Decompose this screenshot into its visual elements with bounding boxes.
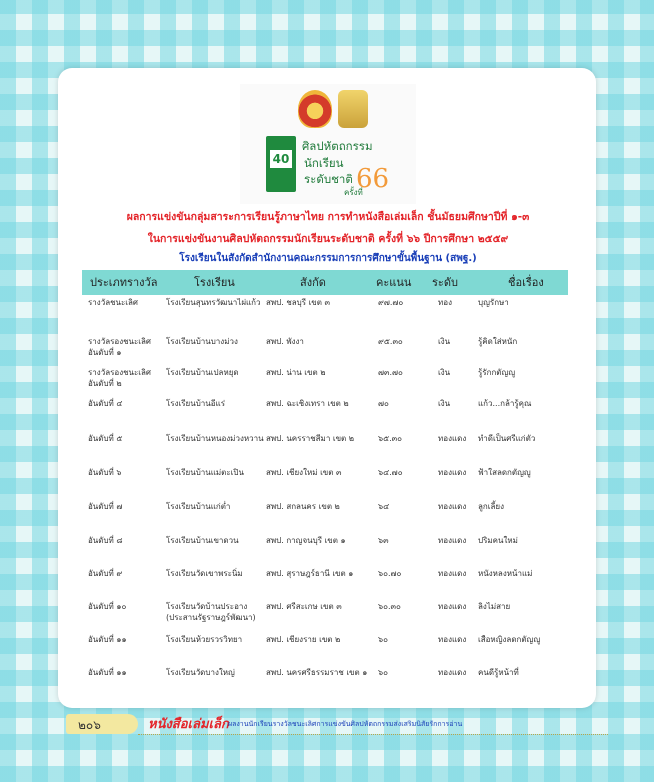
cell-award: [88, 667, 127, 678]
cell-award-text: อันดับที่ ๕: [88, 434, 123, 443]
cell-score-text: ๖๔.๗๐: [378, 468, 403, 477]
cell-affiliation-text: สพป. ชลบุรี เขต ๓: [266, 298, 330, 307]
cell-award: [88, 601, 126, 612]
logo-text-2: นักเรียน: [304, 156, 344, 170]
cell-award-text: อันดับที่ ๑๑: [88, 635, 127, 644]
cell-award-text: รางวัลรองชนะเลิศ: [88, 368, 152, 377]
cell-school: [166, 297, 261, 308]
cell-affiliation-text: สพป. เชียงใหม่ เขต ๓: [266, 468, 342, 477]
cell-title-text: ฟ้าใสลดกตัญญู: [478, 468, 531, 477]
cell-school-text-line2: (ประสานรัฐราษฎร์พัฒนา): [166, 613, 256, 622]
book-logo-number: 40: [270, 150, 292, 168]
cell-level-text: เงิน: [438, 399, 451, 408]
cell-school-text: โรงเรียนบ้านหนองม่วงหวาน: [166, 434, 264, 443]
cell-level-text: ทองแดง: [438, 569, 467, 578]
cell-award: [88, 398, 122, 409]
cell-level: [438, 367, 450, 378]
cell-score-text: ๖๕.๓๐: [378, 434, 403, 443]
cell-school: [166, 634, 242, 645]
cell-score: [378, 433, 402, 444]
cell-school: [166, 467, 244, 478]
cell-score-text: ๙๕.๓๐: [378, 337, 403, 346]
cell-affiliation: [266, 336, 304, 347]
cell-title: [478, 535, 518, 546]
cell-level: [438, 467, 466, 478]
cell-school: [166, 667, 235, 678]
cell-school-text: โรงเรียนสุนทรวัฒนาไผ่แก้ว: [166, 298, 261, 307]
cell-affiliation: [266, 634, 340, 645]
cell-award: [88, 568, 122, 579]
page-subtitle-2: โรงเรียนในสังกัดสำนักงานคณะกรรมการการศึกษาขั้นพื้นฐาน (สพฐ.): [179, 253, 477, 264]
cell-school-text: โรงเรียนบ้านเปลหยุด: [166, 368, 239, 377]
cell-score: [378, 297, 403, 308]
cell-affiliation: [266, 667, 367, 678]
cell-school-text: โรงเรียนวัดบางใหญ่: [166, 668, 235, 677]
header-affiliation: สังกัด: [300, 276, 326, 289]
cell-affiliation-text: สพป. นครศรีธรรมราช เขต ๑: [266, 668, 368, 677]
cell-level-text: ทองแดง: [438, 668, 467, 677]
cell-award-text: รางวัลชนะเลิศ: [88, 298, 138, 307]
cell-school: [166, 601, 256, 623]
cell-school: [166, 367, 239, 378]
cell-award-text-line2: อันดับที่ ๒: [88, 379, 122, 388]
cell-level: [438, 501, 466, 512]
cell-award-text: อันดับที่ ๔: [88, 399, 123, 408]
cell-affiliation: [266, 398, 349, 409]
cell-school: [166, 336, 238, 347]
cell-score: [378, 634, 388, 645]
cell-title: [478, 601, 510, 612]
cell-title: [478, 634, 540, 645]
page-title: ผลการแข่งขันกลุ่มสาระการเรียนรู้ภาษาไทย การทำหนังสือเล่มเล็ก ชั้นมัธยมศึกษาปีที่ ๑-๓: [126, 211, 530, 223]
cell-level: [438, 297, 452, 308]
cell-title: [478, 501, 504, 512]
cell-school-text: โรงเรียนวัดเขาพระนิ่ม: [166, 569, 243, 578]
page-number-tab: [66, 714, 138, 734]
cell-title-text: ทำดีเป็นศรีแก่ตัว: [478, 434, 536, 443]
cell-title: [478, 433, 535, 444]
cell-affiliation-text: สพป. ฉะเชิงเทรา เขต ๒: [266, 399, 349, 408]
cell-award-text-line2: อันดับที่ ๑: [88, 348, 122, 357]
cell-title-text: รู้คิดใส่หนัก: [478, 337, 518, 346]
cell-award: [88, 433, 122, 444]
cell-award-text: อันดับที่ ๘: [88, 536, 123, 545]
cell-score: [378, 601, 401, 612]
cell-school-text: โรงเรียนบ้านอีแร่: [166, 399, 225, 408]
cell-score-text: ๗๓.๗๐: [378, 368, 403, 377]
cell-level: [438, 336, 450, 347]
cell-score-text: ๖๐.๓๐: [378, 602, 401, 611]
cell-school: [166, 433, 264, 444]
cell-level-text: ทองแดง: [438, 602, 467, 611]
cell-level-text: เงิน: [438, 368, 451, 377]
cell-affiliation: [266, 467, 341, 478]
cell-affiliation-text: สพป. เชียงราย เขต ๒: [266, 635, 341, 644]
cell-school-text: โรงเรียนบ้านบางม่วง: [166, 337, 238, 346]
ministry-seal-icon: [298, 90, 332, 128]
cell-score: [378, 535, 389, 546]
cell-title: [478, 367, 515, 378]
cell-affiliation: [266, 501, 340, 512]
cell-affiliation-text: สพป. สุราษฎร์ธานี เขต ๑: [266, 569, 354, 578]
cell-award: [88, 501, 122, 512]
cell-award-text: อันดับที่ ๑๑: [88, 668, 127, 677]
cell-title-text: รู้รักกตัญญู: [478, 368, 516, 377]
cell-score: [378, 367, 403, 378]
header-school: โรงเรียน: [194, 276, 235, 289]
cell-level: [438, 634, 466, 645]
cell-score-text: ๖๓: [378, 536, 389, 545]
cell-score: [378, 336, 403, 347]
header-title: ชื่อเรื่อง: [508, 276, 544, 289]
cell-title: [478, 467, 531, 478]
cell-affiliation: [266, 367, 326, 378]
cell-school-text: โรงเรียนวัดบ้านประอาง: [166, 602, 248, 611]
cell-award: [88, 367, 151, 389]
cell-score-text: ๙๗.๗๐: [378, 298, 404, 307]
cell-affiliation-text: สพป. กาญจนบุรี เขต ๑: [266, 536, 346, 545]
cell-score-text: ๖๐: [378, 668, 388, 677]
cell-level-text: ทองแดง: [438, 468, 467, 477]
cell-award-text: รางวัลรองชนะเลิศ: [88, 337, 152, 346]
footer-brand: หนังสือเล่มเล็ก: [148, 717, 229, 732]
cell-level-text: ทองแดง: [438, 502, 467, 511]
logo-text-4: ครั้งที่: [344, 188, 363, 197]
table-header: [82, 270, 568, 295]
cell-level-text: ทอง: [438, 298, 452, 307]
cell-affiliation-text: สพป. ศรีสะเกษ เขต ๓: [266, 602, 342, 611]
header-level: ระดับ: [432, 276, 458, 289]
cell-title: [478, 398, 531, 409]
page-subtitle: ในการแข่งขันงานศิลปหัตถกรรมนักเรียนระดับชาติ ครั้งที่ ๖๖ ปีการศึกษา ๒๕๕๙: [147, 233, 509, 245]
cell-title-text: แก้ว...กล้ารู้คุณ: [478, 399, 532, 408]
header-award: ประเภทรางวัล: [90, 276, 158, 289]
cell-score-text: ๗๐: [378, 399, 389, 408]
logo-edition-number: 66: [356, 164, 390, 194]
cell-award: [88, 467, 121, 478]
cell-affiliation: [266, 433, 354, 444]
cell-affiliation: [266, 535, 346, 546]
cell-affiliation: [266, 601, 342, 612]
cell-award: [88, 535, 123, 546]
cell-affiliation: [266, 568, 353, 579]
cell-title: [478, 568, 532, 579]
cell-score: [378, 667, 388, 678]
cell-title-text: เสือหญิงลดกตัญญู: [478, 635, 541, 644]
cell-school-text: โรงเรียนบ้านเขาดวน: [166, 536, 239, 545]
cell-affiliation-text: สพป. นครราชสีมา เขต ๒: [266, 434, 355, 443]
cell-score-text: ๖๔: [378, 502, 390, 511]
cell-score-text: ๖๐: [378, 635, 388, 644]
cell-score-text: ๖๐.๗๐: [378, 569, 402, 578]
cell-award-text: อันดับที่ ๑๐: [88, 602, 127, 611]
cell-level: [438, 433, 466, 444]
cell-title: [478, 336, 517, 347]
cell-award-text: อันดับที่ ๙: [88, 569, 123, 578]
cell-level-text: เงิน: [438, 337, 451, 346]
obec-seal-icon: [338, 90, 368, 128]
cell-title-text: ลูกเลี้ยง: [478, 502, 504, 511]
cell-affiliation-text: สพป. น่าน เขต ๒: [266, 368, 326, 377]
cell-award: [88, 336, 151, 358]
cell-title-text: ลิงไม่สาย: [478, 602, 511, 611]
cell-school: [166, 398, 225, 409]
cell-affiliation: [266, 297, 330, 308]
cell-school: [166, 568, 243, 579]
cell-score: [378, 568, 401, 579]
cell-affiliation-text: สพป. สกลนคร เขต ๒: [266, 502, 340, 511]
cell-level-text: ทองแดง: [438, 434, 467, 443]
cell-score: [378, 467, 403, 478]
cell-title: [478, 667, 519, 678]
cell-award-text: อันดับที่ ๖: [88, 468, 122, 477]
footer-caption: ผลงานนักเรียนรางวัลชนะเลิศการแข่งขันศิลปหัตถกรรมส่งเสริมนิสัยรักการอ่าน: [228, 720, 463, 728]
cell-level-text: ทองแดง: [438, 635, 467, 644]
cell-score: [378, 501, 389, 512]
cell-level: [438, 667, 466, 678]
cell-school: [166, 535, 239, 546]
cell-level: [438, 535, 466, 546]
cell-award: [88, 297, 138, 308]
cell-level-text: ทองแดง: [438, 536, 467, 545]
footer-divider: [138, 734, 608, 735]
cell-school-text: โรงเรียนห้วยรวรวิทยา: [166, 635, 243, 644]
page-number: ๒๐๖: [78, 718, 101, 732]
cell-award: [88, 634, 127, 645]
header-score: คะแนน: [376, 276, 412, 289]
cell-title-text: ปริมคนใหม่: [478, 536, 518, 545]
cell-title-text: บุญรักษา: [478, 298, 509, 307]
cell-school: [166, 501, 230, 512]
cell-title-text: คนดีรู้หน้าที่: [478, 668, 519, 677]
logo-text-1: ศิลปหัตถกรรม: [302, 139, 373, 153]
cell-level: [438, 398, 450, 409]
cell-affiliation-text: สพป. พังงา: [266, 337, 304, 346]
cell-title: [478, 297, 509, 308]
cell-award-text: อันดับที่ ๗: [88, 502, 123, 511]
cell-score: [378, 398, 389, 409]
cell-level: [438, 568, 466, 579]
logo-text-3: ระดับชาติ: [304, 172, 353, 186]
cell-level: [438, 601, 466, 612]
cell-school-text: โรงเรียนบ้านแก่ต่ำ: [166, 502, 231, 511]
cell-school-text: โรงเรียนบ้านแม่ตะเปิน: [166, 468, 244, 477]
cell-title-text: หนังหลงหน้าแม่: [478, 569, 533, 578]
